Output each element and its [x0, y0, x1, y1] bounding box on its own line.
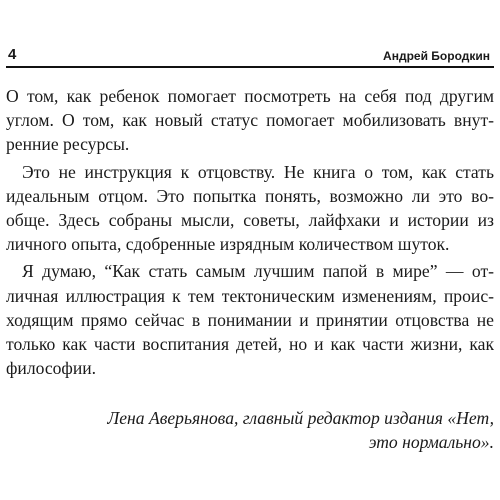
paragraph-1: [6, 84, 494, 157]
body-text: [6, 84, 494, 380]
text-line: личного опыта, сдобренные изрядным количеством шуток.: [6, 234, 450, 255]
text-line: философии.: [6, 358, 97, 379]
paragraph-2: [6, 160, 494, 257]
text-line: Я думаю, “Как стать самым лучшим папой в мире” — от-: [22, 261, 494, 282]
signature-line: Лена Аверьянова, главный редактор издания «Нет,: [107, 408, 494, 428]
text-line: личная иллюстрация к тем тектоническим изменениям, проис-: [6, 285, 494, 306]
text-line: только как части воспитания детей, но и как части жизни, как: [6, 334, 494, 355]
text-line: обще. Здесь собраны мысли, советы, лайфхаки и истории из: [6, 210, 494, 231]
text-line: углом. О том, как новый статус помогает мобилизовать внут-: [6, 110, 494, 131]
text-line: идеальным отцом. Это попытка понять, возможно ли это во-: [6, 185, 494, 206]
text-line: ходящим прямо сейчас в понимании и принятии отцовства не: [6, 309, 494, 330]
text-line: Это не инструкция к отцовству. Не книга о том, как стать: [22, 161, 494, 182]
text-line: ренние ресурсы.: [6, 134, 130, 155]
signature-line: это нормально».: [368, 432, 494, 452]
signature: [6, 406, 494, 454]
text-line: О том, как ребенок помогает посмотреть на себя под другим: [6, 86, 494, 106]
page-header: [6, 44, 494, 68]
running-head-author: Андрей Бородкин: [383, 49, 490, 63]
paragraph-3: [6, 259, 494, 380]
page-number: 4: [8, 46, 17, 63]
